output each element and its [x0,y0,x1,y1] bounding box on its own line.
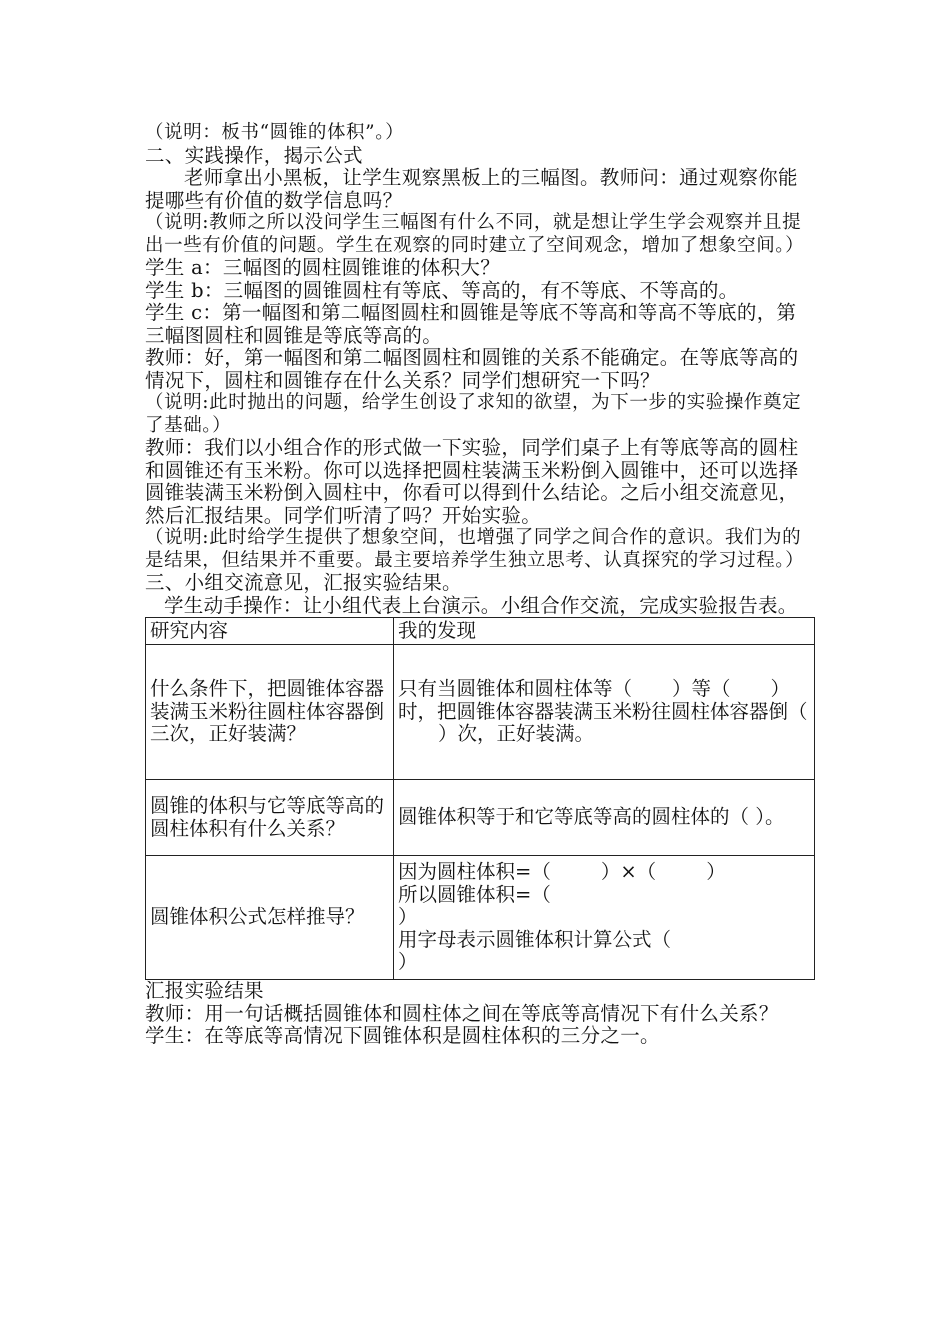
formula-line: 用字母表示圆锥体积计算公式（ [398,927,672,951]
formula-line: 所以圆锥体积=（ [398,882,551,906]
table-cell-answer: 圆锥体积等于和它等底等高的圆柱体的（ ）。 [394,780,815,856]
teacher-line-2: 教师：我们以小组合作的形式做一下实验，同学们桌子上有等底等高的圆柱和圆锥还有玉米粉。你可以选择把圆柱装满玉米粉倒入圆锥中，还可以选择圆锥装满玉米粉倒入圆柱中，你看可以得到什么结论。之后小组交流意见，然后汇报结果。同学们听清了吗？开始实验。 [145,436,799,527]
section-heading-3: 三、小组交流意见，汇报实验结果。 [145,571,462,594]
table-header-cell: 研究内容 [146,618,394,645]
table-cell-question: 什么条件下，把圆锥体容器装满玉米粉往圆柱体容器倒三次，正好装满？ [146,645,394,780]
answer-text: ）次，正好装满。 [438,722,595,746]
note-question: （说明:此时抛出的问题，给学生创设了求知的欲望，为下一步的实验操作奠定了基础。） [145,392,802,436]
experiment-report-table [145,617,815,980]
table-row [146,780,815,856]
answer-text: ）时，把圆锥体容器装满玉米粉往圆柱体容器倒（ [398,677,808,723]
student-answer-line: 学生：在等底等高情况下圆锥体积是圆柱体积的三分之一。 [145,1024,660,1047]
answer-text: 因为圆柱体积=（ [398,860,551,884]
teacher-line-1: 教师：好，第一幅图和第二幅图圆柱和圆锥的关系不能确定。在等底等高的情况下，圆柱和圆锥存在什么关系？同学们想研究一下吗？ [145,346,799,392]
student-b-line: 学生 b：三幅图的圆锥圆柱有等底、等高的，有不等底、不等高的。 [145,278,739,302]
table-row [146,645,815,780]
answer-text: ）×（ [600,860,657,884]
paragraph-teacher-blackboard: 老师拿出小黑板，让学生观察黑板上的三幅图。教师问：通过观察你能提哪些有价值的数学信息吗？ [145,166,798,212]
note-imagination: （说明:此时给学生提供了想象空间，也增强了同学之间合作的意识。我们为的是结果，但结果并不重要。最主要培养学生独立思考、认真探究的学习过程。） [145,527,805,571]
table-row [146,856,815,980]
table-cell-question: 圆锥的体积与它等底等高的圆柱体积有什么关系？ [146,780,394,856]
formula-line: ） [398,950,418,974]
table-cell-answer [394,856,815,980]
formula-line: ） [398,905,418,929]
paragraph-student-operation: 学生动手操作：让小组代表上台演示。小组合作交流，完成实验报告表。 [164,593,798,617]
answer-text: ）等（ [672,677,731,701]
section-heading-report: 汇报实验结果 [145,979,264,1002]
formula-line [398,861,808,884]
answer-text: ） [706,860,726,884]
table-cell-answer [394,645,815,780]
table-cell-question: 圆锥体积公式怎样推导？ [146,856,394,980]
table-header-row [146,618,815,645]
student-c-line: 学生 c：第一幅图和第二幅图圆柱和圆锥是等底不等高和等高不等底的，第三幅图圆柱和圆锥是等底等高的。 [145,301,797,347]
table-header-cell: 我的发现 [394,618,815,645]
teacher-line-3: 教师：用一句话概括圆锥体和圆柱体之间在等底等高情况下有什么关系？ [145,1001,779,1025]
document-page [145,122,815,1048]
student-a-line: 学生 a：三幅图的圆柱圆锥谁的体积大？ [145,256,501,279]
section-heading-2: 二、实践操作，揭示公式 [145,143,363,167]
answer-text: 只有当圆锥体和圆柱体等（ [398,677,633,701]
note-board-writing: （说明：板书“圆锥的体积”。） [145,122,405,143]
note-observation: （说明:教师之所以没问学生三幅图有什么不同，就是想让学生学会观察并且提出一些有价值的问题。学生在观察的同时建立了空间观念，增加了想象空间。） [145,212,805,256]
